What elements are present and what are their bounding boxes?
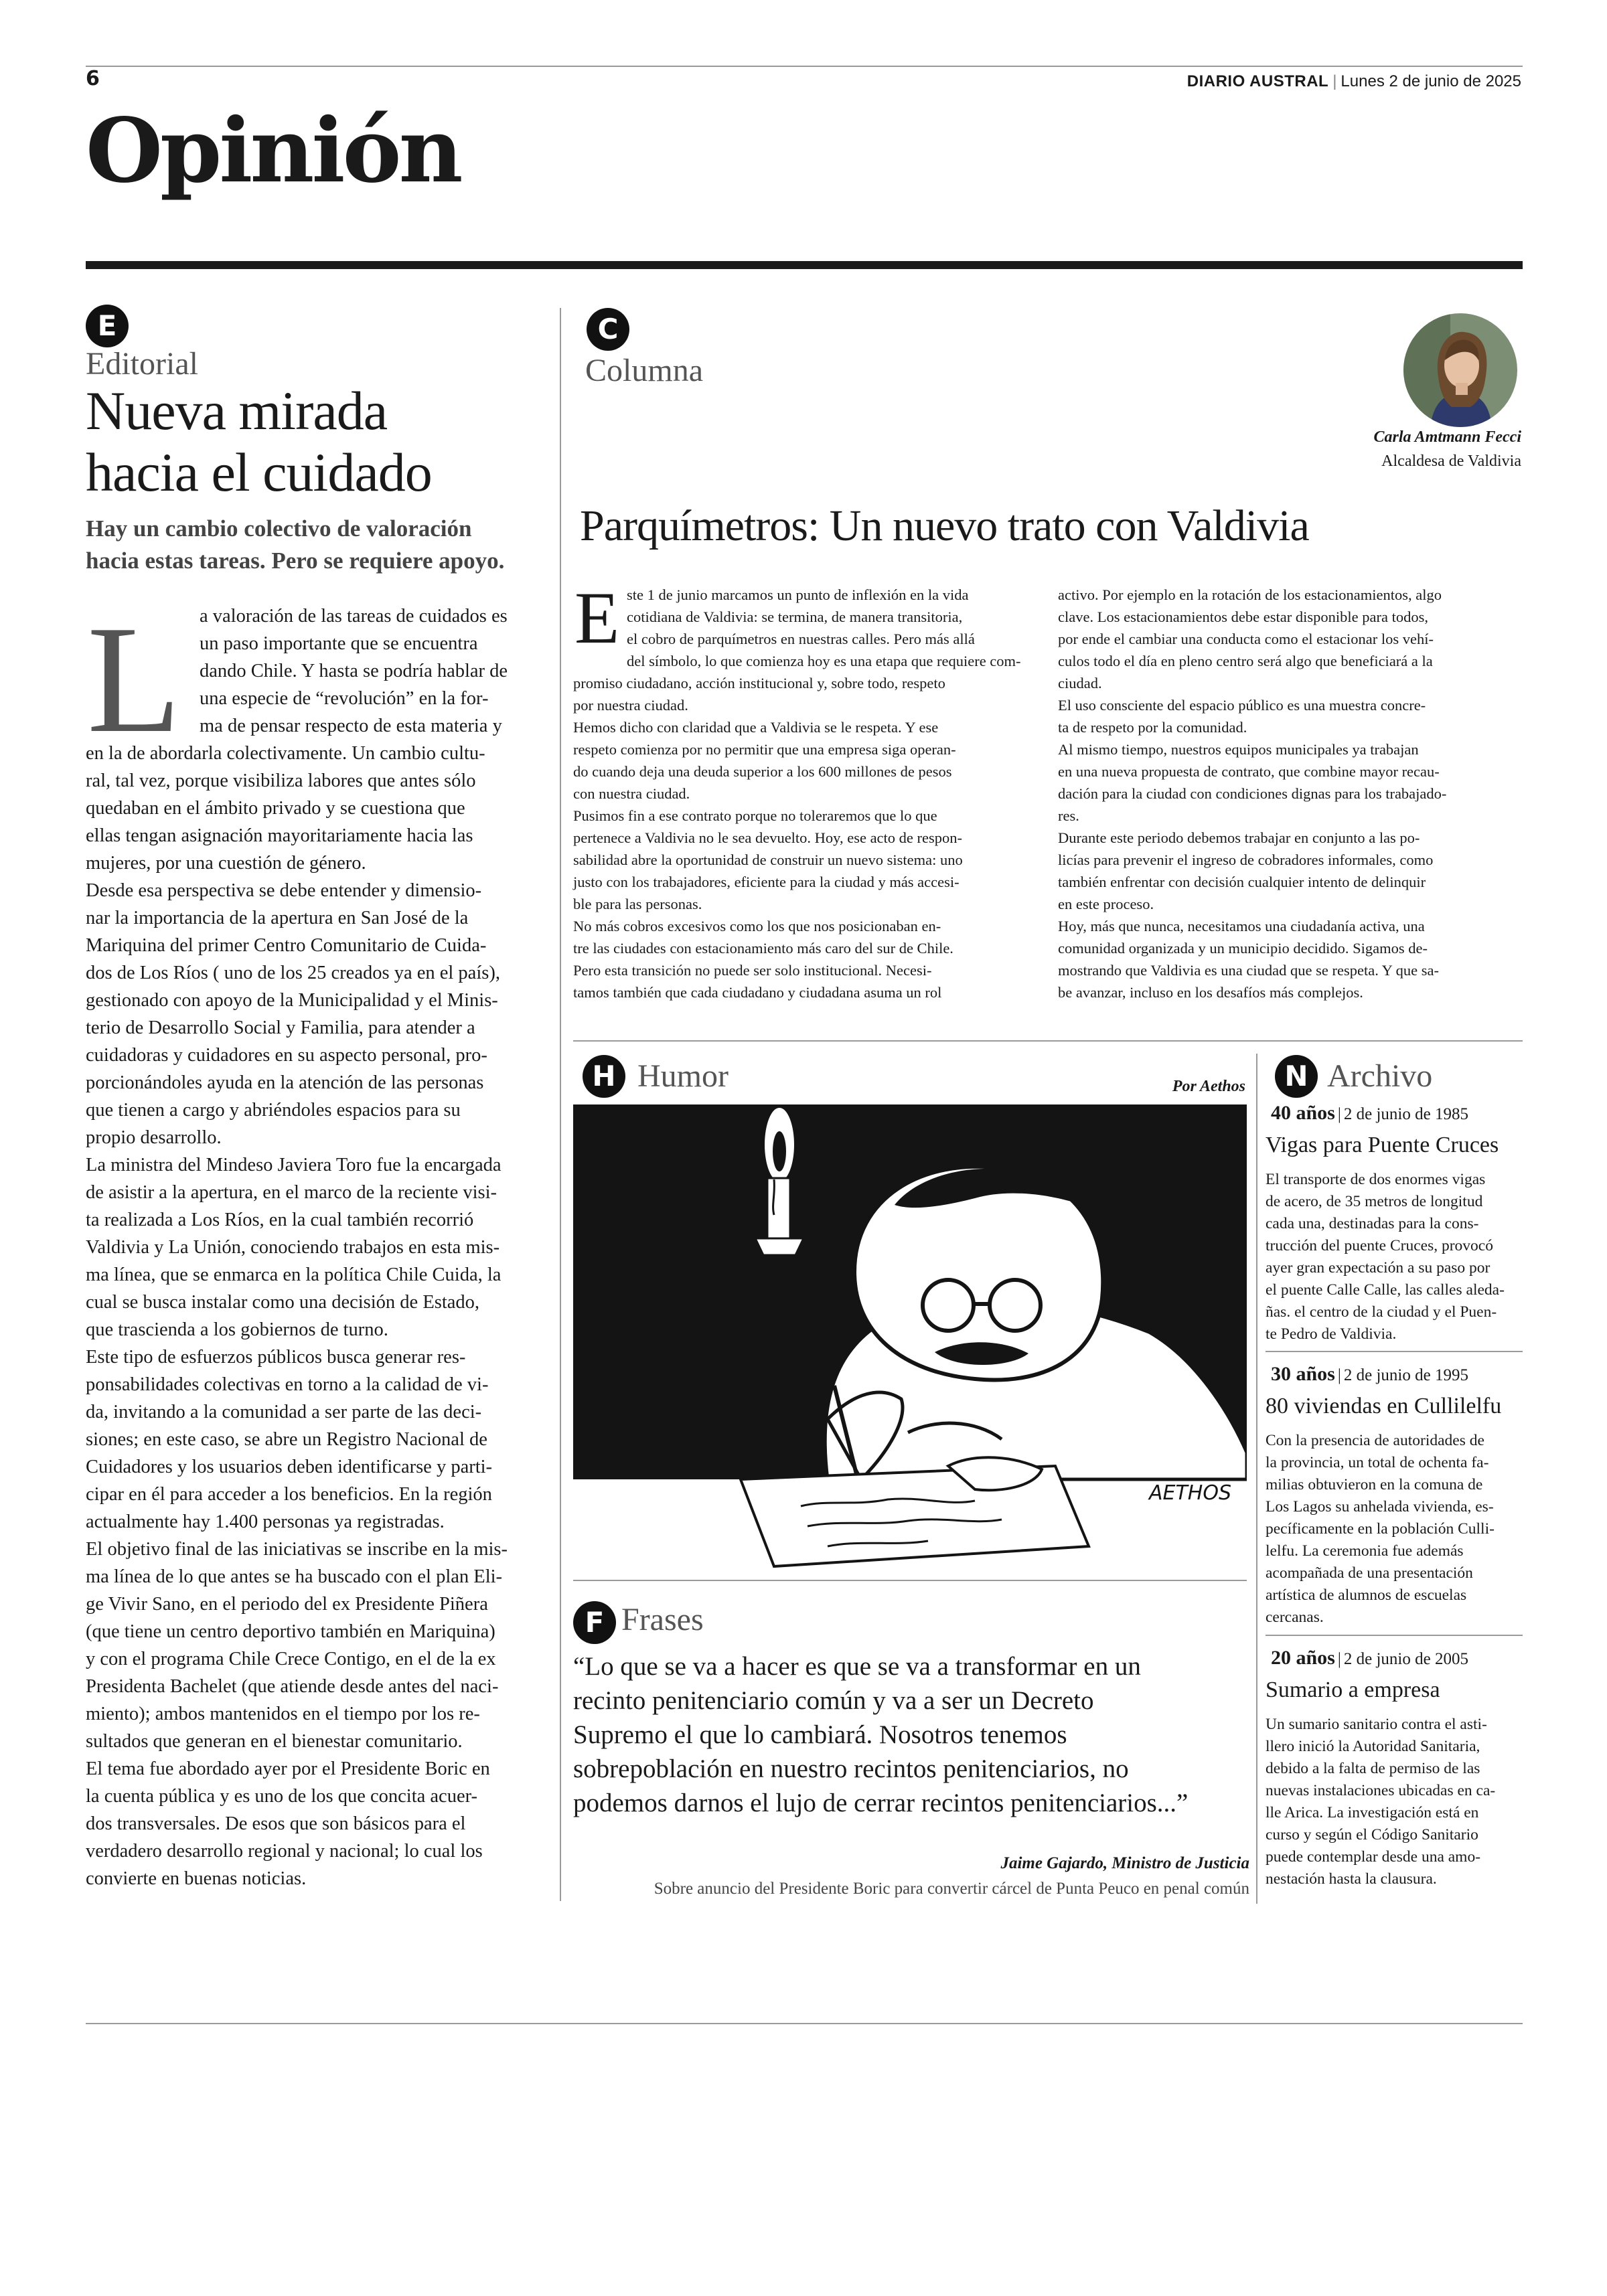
quote-line: Supremo el que lo cambiará. Nosotros tenemos bbox=[573, 1720, 1067, 1749]
editorial-body-line: Este tipo de esfuerzos públicos busca generar res- bbox=[86, 1347, 466, 1368]
archive-meta-separator: | bbox=[1337, 1650, 1341, 1668]
quote-author: Jaime Gajardo, Ministro de Justicia bbox=[1000, 1854, 1249, 1872]
archive-body-line: nestación hasta la clausura. bbox=[1266, 1870, 1437, 1888]
editorial-body-line: Valdivia y La Unión, conociendo trabajos en esta mis- bbox=[86, 1237, 500, 1258]
archive-item-meta bbox=[1271, 1647, 1468, 1669]
archive-body-line: Los Lagos su anhelada vivienda, es- bbox=[1266, 1498, 1494, 1515]
archive-date: 2 de junio de 1985 bbox=[1343, 1105, 1468, 1123]
editorial-body-line: mujeres, por una cuestión de género. bbox=[86, 853, 366, 874]
top-rule bbox=[86, 66, 1523, 67]
column-body-line: Hoy, más que nunca, necesitamos una ciudadanía activa, una bbox=[1058, 918, 1425, 934]
archive-date: 2 de junio de 1995 bbox=[1343, 1366, 1468, 1384]
column-body-line: Durante este periodo debemos trabajar en conjunto a las po- bbox=[1058, 829, 1420, 846]
archive-body-line: acompañada de una presentación bbox=[1266, 1564, 1473, 1582]
archive-body-line: Con la presencia de autoridades de bbox=[1266, 1432, 1484, 1449]
editorial-body-line: porcionándoles ayuda en la atención de las personas bbox=[86, 1072, 484, 1093]
archive-headline: 80 viviendas en Cullilelfu bbox=[1266, 1394, 1502, 1418]
column-dropcap: E bbox=[575, 577, 620, 659]
column-body-line: tre las ciudades con estacionamiento más caro del sur de Chile. bbox=[573, 940, 953, 957]
column-body-line: respeto comienza por no permitir que una empresa siga operan- bbox=[573, 741, 956, 758]
column-body-line: tamos también que cada ciudadano y ciudadana asuma un rol bbox=[573, 984, 942, 1001]
archive-body-line: llero inició la Autoridad Sanitaria, bbox=[1266, 1738, 1480, 1755]
editorial-body-line: El objetivo final de las iniciativas se inscribe en la mis- bbox=[86, 1539, 508, 1560]
humor-bottom-rule bbox=[573, 1580, 1247, 1581]
archive-body-line: El transporte de dos enormes vigas bbox=[1266, 1171, 1486, 1188]
archive-body-line: cada una, destinadas para la cons- bbox=[1266, 1215, 1479, 1232]
column-body-line: cotidiana de Valdivia: se termina, de manera transitoria, bbox=[627, 608, 963, 625]
column-body-line: por ende el cambiar una conducta como el estacionar los vehí- bbox=[1058, 631, 1434, 647]
editorial-body-line: nar la importancia de la apertura en San José de la bbox=[86, 908, 469, 928]
editorial-body-line: ma de pensar respecto de esta materia y bbox=[200, 716, 502, 736]
editorial-dek-line: hacia estas tareas. Pero se requiere apoyo. bbox=[86, 548, 505, 574]
column-body-line: ble para las personas. bbox=[573, 896, 702, 912]
editorial-body-line: en la de abordarla colectivamente. Un cambio cultu- bbox=[86, 743, 485, 764]
editorial-body-line: ma línea de lo que antes se ha buscado con el plan Eli- bbox=[86, 1566, 503, 1587]
publication-name: DIARIO AUSTRAL bbox=[1187, 72, 1329, 90]
bottom-rule bbox=[86, 2023, 1523, 2024]
editorial-body-line: ellas tengan asignación mayoritariamente hacia las bbox=[86, 825, 473, 846]
column-body-line: por nuestra ciudad. bbox=[573, 697, 688, 714]
column-body-line: El uso consciente del espacio público es una muestra concre- bbox=[1058, 697, 1426, 714]
column-body-line: también enfrentar con decisión cualquier intento de delinquir bbox=[1058, 874, 1426, 890]
cartoon-credit: Por Aethos bbox=[1172, 1078, 1245, 1095]
archive-body-line: de acero, de 35 metros de longitud bbox=[1266, 1193, 1483, 1210]
archive-headline: Sumario a empresa bbox=[1266, 1677, 1440, 1702]
column-body-line: del símbolo, lo que comienza hoy es una etapa que requiere com- bbox=[627, 653, 1021, 669]
editorial-body-line: La ministra del Mindeso Javiera Toro fue la encargada bbox=[86, 1155, 502, 1175]
archive-body-line: curso y según el Código Sanitario bbox=[1266, 1826, 1478, 1843]
section-title: Opinión bbox=[86, 99, 461, 203]
column-body-line: mostrando que Valdivia es una ciudad que se respeta. Y que sa- bbox=[1058, 962, 1439, 979]
archive-years: 20 años bbox=[1271, 1647, 1335, 1669]
author-portrait-image bbox=[1403, 313, 1517, 427]
editorial-body-line: la cuenta pública y es uno de los que concita acuer- bbox=[86, 1786, 478, 1807]
column-body-line: licías para prevenir el ingreso de cobradores informales, como bbox=[1058, 851, 1434, 868]
humor-cartoon bbox=[573, 1104, 1247, 1574]
archive-headline: Vigas para Puente Cruces bbox=[1266, 1133, 1499, 1157]
archive-body-line: la provincia, un total de ochenta fa- bbox=[1266, 1454, 1489, 1471]
column-body-line: Al mismo tiempo, nuestros equipos municipales ya trabajan bbox=[1058, 741, 1419, 758]
archive-item-rule bbox=[1266, 1635, 1523, 1636]
humor-badge: H bbox=[583, 1055, 625, 1098]
archive-body-line: Un sumario sanitario contra el asti- bbox=[1266, 1716, 1487, 1733]
frases-badge: F bbox=[573, 1601, 616, 1644]
column-badge: C bbox=[587, 308, 629, 351]
archive-body-line: trucción del puente Cruces, provocó bbox=[1266, 1237, 1493, 1254]
quote-context: Sobre anuncio del Presidente Boric para convertir cárcel de Punta Peuco en penal común bbox=[654, 1880, 1249, 1898]
page-number: 6 bbox=[86, 67, 100, 90]
editorial-body-line: gestionado con apoyo de la Municipalidad y el Minis- bbox=[86, 990, 498, 1011]
archive-body-line: puede contemplar desde una amo- bbox=[1266, 1848, 1481, 1866]
archive-divider bbox=[1256, 1054, 1257, 1904]
archive-item-meta bbox=[1271, 1102, 1468, 1125]
archive-body-line: ñas. el centro de la ciudad y el Puen- bbox=[1266, 1303, 1497, 1321]
quote-line: sobrepoblación en nuestro recintos penitenciarios, no bbox=[573, 1754, 1129, 1783]
column-body-line: No más cobros excesivos como los que nos posicionaban en- bbox=[573, 918, 941, 934]
masthead-separator: | bbox=[1332, 72, 1337, 90]
column-body-line: sabilidad abre la oportunidad de construir un nuevo sistema: uno bbox=[573, 851, 963, 868]
issue-date: Lunes 2 de junio de 2025 bbox=[1341, 72, 1521, 90]
archive-body-line: nuevas instalaciones ubicadas en ca- bbox=[1266, 1782, 1496, 1799]
column-body-line: justo con los trabajadores, eficiente para la ciudad y más accesi- bbox=[573, 874, 960, 890]
column-body-line: Pero esta transición no puede ser solo institucional. Necesi- bbox=[573, 962, 932, 979]
editorial-body-line: sultados que generan en el bienestar comunitario. bbox=[86, 1731, 463, 1752]
author-name: Carla Amtmann Fecci bbox=[1373, 428, 1521, 446]
section-rule bbox=[86, 261, 1523, 269]
archive-body-line: pecíficamente en la población Culli- bbox=[1266, 1520, 1495, 1538]
column-kicker: Columna bbox=[585, 353, 703, 388]
archive-body-line: el puente Calle Calle, las calles aleda- bbox=[1266, 1281, 1505, 1299]
editorial-body-line: quedaban en el ámbito privado y se cuestiona que bbox=[86, 798, 465, 819]
editorial-headline-line: hacia el cuidado bbox=[86, 442, 432, 503]
editorial-body-line: de asistir a la apertura, en el marco de la reciente visi- bbox=[86, 1182, 498, 1203]
column-body-line: con nuestra ciudad. bbox=[573, 785, 690, 802]
editorial-body-line: miento); ambos mantenidos en el tiempo por los re- bbox=[86, 1704, 480, 1724]
column-divider bbox=[560, 308, 561, 1901]
editorial-body-line: dando Chile. Y hasta se podría hablar de bbox=[200, 661, 508, 681]
editorial-body-line: a valoración de las tareas de cuidados es bbox=[200, 606, 508, 627]
archive-meta-separator: | bbox=[1337, 1366, 1341, 1384]
column-body-line: promiso ciudadano, acción institucional y, sobre todo, respeto bbox=[573, 675, 945, 691]
column-body-line: res. bbox=[1058, 807, 1079, 824]
archive-years: 40 años bbox=[1271, 1102, 1335, 1124]
editorial-body-line: propio desarrollo. bbox=[86, 1127, 222, 1148]
editorial-body-line: ponsabilidades colectivas en torno a la calidad de vi- bbox=[86, 1374, 489, 1395]
editorial-body-line: Cuidadores y los usuarios deben identificarse y parti- bbox=[86, 1457, 493, 1477]
editorial-body-line: una especie de “revolución” en la for- bbox=[200, 688, 489, 709]
editorial-body-line: un paso importante que se encuentra bbox=[200, 633, 478, 654]
editorial-body-line: cipar en él para acceder a los beneficios. En la región bbox=[86, 1484, 492, 1505]
archive-years: 30 años bbox=[1271, 1363, 1335, 1385]
archive-item-meta bbox=[1271, 1363, 1468, 1386]
quote-line: podemos darnos el lujo de cerrar recintos penitenciarios...” bbox=[573, 1789, 1189, 1817]
editorial-body-line: convierte en buenas noticias. bbox=[86, 1868, 307, 1889]
editorial-body-line: Mariquina del primer Centro Comunitario de Cuida- bbox=[86, 935, 487, 956]
editorial-body-line: (que tiene un centro deportivo también en Mariquina) bbox=[86, 1621, 495, 1642]
author-role: Alcaldesa de Valdivia bbox=[1381, 453, 1521, 470]
editorial-body-line: Presidenta Bachelet (que atiende desde antes del naci- bbox=[86, 1676, 499, 1697]
editorial-body-line: da, invitando a la comunidad a ser parte de las deci- bbox=[86, 1402, 482, 1422]
column-body-line: ta de respeto por la comunidad. bbox=[1058, 719, 1247, 736]
column-body-line: Hemos dicho con claridad que a Valdivia se le respeta. Y ese bbox=[573, 719, 939, 736]
quote-line: recinto penitenciario común y va a ser un Decreto bbox=[573, 1686, 1094, 1715]
archive-body-line: cercanas. bbox=[1266, 1609, 1324, 1626]
column-headline: Parquímetros: Un nuevo trato con Valdivia bbox=[580, 501, 1309, 550]
cartoon-illustration bbox=[573, 1104, 1247, 1574]
editorial-headline-line: Nueva mirada bbox=[86, 380, 388, 441]
archive-meta-separator: | bbox=[1337, 1105, 1341, 1123]
archive-body-line: milias obtuvieron en la comuna de bbox=[1266, 1476, 1483, 1493]
archive-body-line: lelfu. La ceremonia fue además bbox=[1266, 1542, 1464, 1560]
column-body-line: dación para la ciudad con condiciones dignas para los trabajado- bbox=[1058, 785, 1447, 802]
author-photo bbox=[1403, 313, 1517, 427]
editorial-dek bbox=[86, 513, 554, 577]
archivo-kicker: Archivo bbox=[1327, 1058, 1433, 1094]
archive-body-line: te Pedro de Valdivia. bbox=[1266, 1325, 1397, 1343]
column-body-line: do cuando deja una deuda superior a los 600 millones de pesos bbox=[573, 763, 952, 780]
column-body-line: en una nueva propuesta de contrato, que combine mayor recau- bbox=[1058, 763, 1440, 780]
editorial-body-line: y con el programa Chile Crece Contigo, en el de la ex bbox=[86, 1649, 496, 1669]
cartoon-signature: AETHOS bbox=[1149, 1481, 1232, 1505]
editorial-body-line: siones; en este caso, se abre un Registro Nacional de bbox=[86, 1429, 487, 1450]
editorial-body-line: que tienen a cargo y abriéndoles espacios para su bbox=[86, 1100, 461, 1121]
column-body-line: Pusimos fin a ese contrato porque no toleraremos que lo que bbox=[573, 807, 937, 824]
column-body-line: en este proceso. bbox=[1058, 896, 1154, 912]
archive-body-line: artística de alumnos de escuelas bbox=[1266, 1586, 1467, 1604]
archivo-badge: N bbox=[1275, 1055, 1318, 1098]
editorial-body-line: terio de Desarrollo Social y Familia, para atender a bbox=[86, 1017, 475, 1038]
editorial-body-line: que trascienda a los gobiernos de turno. bbox=[86, 1319, 388, 1340]
column-body-line: pertenece a Valdivia no le sea devuelto. Hoy, ese acto de respon- bbox=[573, 829, 963, 846]
column-body-line: el cobro de parquímetros en nuestras calles. Pero más allá bbox=[627, 631, 975, 647]
editorial-body-line: ma línea, que se enmarca en la política Chile Cuida, la bbox=[86, 1264, 502, 1285]
column-body-line: activo. Por ejemplo en la rotación de los estacionamientos, algo bbox=[1058, 586, 1442, 603]
archive-body-line: debido a la falta de permiso de las bbox=[1266, 1760, 1480, 1777]
editorial-body-line: cuidadoras y cuidadores en su aspecto personal, pro- bbox=[86, 1045, 487, 1066]
archive-body-line: ayer gran expectación a su paso por bbox=[1266, 1259, 1490, 1277]
quote-line: “Lo que se va a hacer es que se va a transformar en un bbox=[573, 1652, 1141, 1681]
column-body-line: ciudad. bbox=[1058, 675, 1102, 691]
column-body-line: be avanzar, incluso en los desafíos más complejos. bbox=[1058, 984, 1363, 1001]
editorial-dropcap: L bbox=[87, 594, 181, 764]
column-bottom-rule bbox=[573, 1040, 1523, 1042]
editorial-badge: E bbox=[86, 305, 129, 347]
editorial-body-line: ral, tal vez, porque visibiliza labores que antes sólo bbox=[86, 770, 476, 791]
editorial-body-line: El tema fue abordado ayer por el Presidente Boric en bbox=[86, 1758, 490, 1779]
editorial-body-line: cual se busca instalar como una decisión de Estado, bbox=[86, 1292, 480, 1313]
column-body-line: culos todo el día en pleno centro será algo que beneficiará a la bbox=[1058, 653, 1433, 669]
editorial-kicker: Editorial bbox=[86, 346, 198, 382]
archive-body-line: lle Arica. La investigación está en bbox=[1266, 1804, 1479, 1821]
editorial-body-line: verdadero desarrollo regional y nacional; lo cual los bbox=[86, 1841, 483, 1862]
humor-kicker: Humor bbox=[637, 1058, 729, 1094]
editorial-headline bbox=[86, 380, 554, 503]
editorial-body-line: Desde esa perspectiva se debe entender y dimensio- bbox=[86, 880, 482, 901]
archive-date: 2 de junio de 2005 bbox=[1343, 1650, 1468, 1668]
frases-kicker: Frases bbox=[621, 1602, 704, 1637]
editorial-dek-line: Hay un cambio colectivo de valoración bbox=[86, 515, 472, 542]
column-body-line: comunidad organizada y un municipio decidido. Sigamos de- bbox=[1058, 940, 1428, 957]
editorial-body-line: ta realizada a Los Ríos, en la cual también recorrió bbox=[86, 1210, 474, 1230]
editorial-body-line: dos de Los Ríos ( uno de los 25 creados ya en el país), bbox=[86, 963, 500, 983]
masthead bbox=[1187, 72, 1521, 91]
column-body-line: ste 1 de junio marcamos un punto de inflexión en la vida bbox=[627, 586, 969, 603]
archive-item-rule bbox=[1266, 1351, 1523, 1352]
editorial-body-line: actualmente hay 1.400 personas ya registradas. bbox=[86, 1511, 445, 1532]
editorial-body-line: ge Vivir Sano, en el periodo del ex Presidente Piñera bbox=[86, 1594, 488, 1615]
editorial-body-line: dos transversales. De esos que son básicos para el bbox=[86, 1813, 466, 1834]
column-body-line: clave. Los estacionamientos debe estar disponible para todos, bbox=[1058, 608, 1428, 625]
